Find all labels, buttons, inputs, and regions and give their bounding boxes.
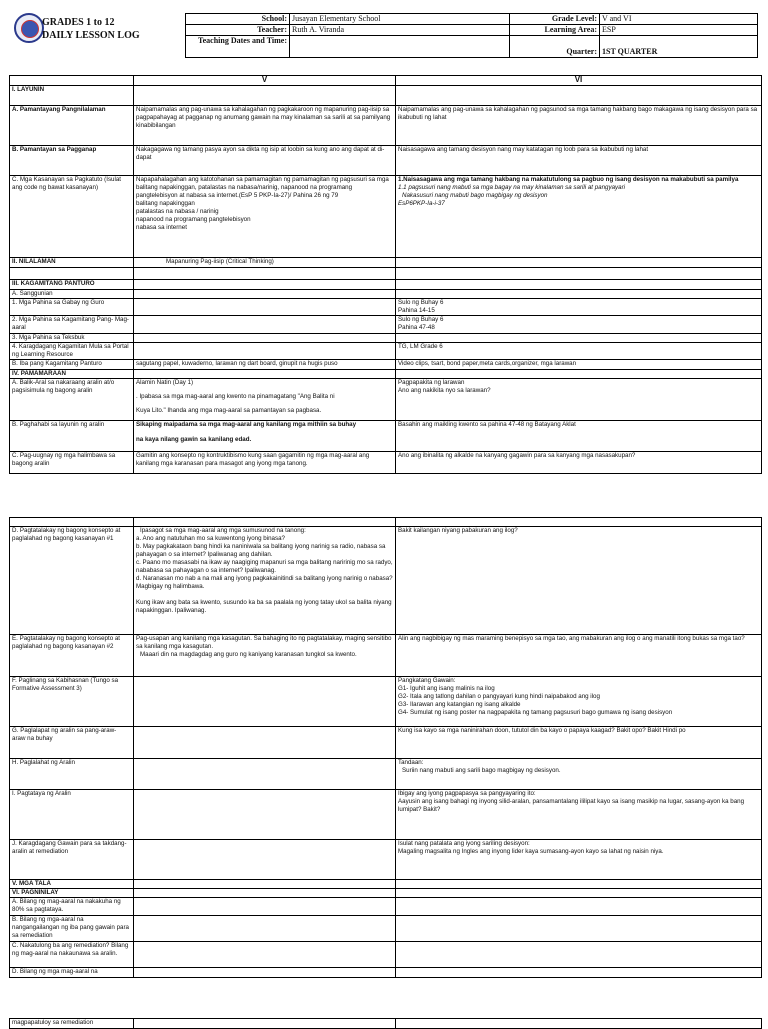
teacher-value: Ruth A. Viranda [290,25,510,36]
row-tala: V. MGA TALA [10,880,134,889]
area-value: ESP [600,25,758,36]
row-rb-label: B. Iba pang Kagamitang Panturo [10,360,134,370]
row-pagninilay: VI. PAGNINILAY [10,889,134,898]
lesson-table-part1 [9,75,762,474]
row-c-v: Napapahalagahan ang katotohanan sa pamamagitan ng pamamagitan ng pagsusuri sa mga balitang napakinggan, patalastas na nabasa/narinig, napanood na programang pangtelebisyon at nabasa sa internet.(EsP 5 PKP-Ia-27)/ Pahina 26 ng 79 balitang napakinggan patalastas na nabasa / narinig napanood na programang pangtelebisyon nabasa sa internet [134,176,396,258]
row-b-vi: Naisasagawa ang tamang desisyon nang may katatagan ng loob para sa ikabubuti ng lahat [396,146,762,176]
row-b-v: Nakagagawa ng tamang pasya ayon sa dikta ng isip at loobin sa kung ano ang dapat at di-dapat [134,146,396,176]
row-r2-label: 2. Mga Pahina sa Kagamitang Pang- Mag-aaral [10,316,134,334]
row-a-label: A. Pamantayang Pangnilalaman [10,106,134,146]
row-c-label: C. Mga Kasanayan sa Pagkatuto (Isulat ang code ng bawat kasanayan) [10,176,134,258]
col-blank [10,76,134,86]
area-label: Learning Area: [510,25,600,36]
row-nd2-label: magpapatuloy sa remediation [10,1019,134,1029]
row-sanggunian: A. Sanggunian [10,290,134,299]
row-rb-v: sagutang papel, kuwaderno, larawan ng dart board, ginupit na hugis puso [134,360,396,370]
row-pa-vi: Pagpapakita ng larawan Ano ang nakikita nyo sa larawan? [396,379,762,421]
quarter-value: 1ST QUARTER [600,36,758,58]
row-pc-vi: Ano ang ibinalita ng alkalde na kanyang gagawin para sa kanyang mga nasasakupan? [396,452,762,474]
grade-value: V and VI [600,14,758,25]
row-pa-label: A. Balik-Aral sa nakaraang aralin at/o pagsisimula ng bagong aralin [10,379,134,421]
row-r3-label: 3. Mga Pahina sa Teksbuk [10,334,134,343]
col-v: V [134,76,396,86]
school-value: Jusayan Elementary School [290,14,510,25]
row-pamamaraan: IV. PAMAMARAAN [10,370,134,379]
header-table [185,13,758,58]
row-nc-label: C. Nakatulong ba ang remediation? Bilang ng mag-aaral na nakaunawa sa aralin. [10,942,134,968]
row-nb-label: B. Bilang ng mga-aaral na nangangailangan ng iba pang gawain para sa remediation [10,916,134,942]
row-pg-label: G. Paglalapat ng aralin sa pang-araw- araw na buhay [10,727,134,759]
row-pi-vi: Ibigay ang iyong pagpapasya sa pangyayaring ito: Aayusin ang isang bahagi ng inyong silid-aralan, pansamantalang ililipat kayo sa isang masikip na lugar, sasang-ayon ka bang lumipat? Bakit? [396,790,762,840]
row-pb-vi: Basahin ang maikling kwento sa pahina 47-48 ng Batayang Aklat [396,421,762,452]
quarter-label: Quarter: [510,36,600,58]
title-daily-lesson-log: DAILY LESSON LOG [42,30,140,41]
row-pe-vi: Alin ang nagbibigay ng mas maraming benepisyo sa mga tao, ang mabakuran ang ilog o ang manatili itong bukas sa mga tao? [396,635,762,677]
row-pf-vi: Pangkatang Gawain: G1- Iguhit ang isang malinis na ilog G2- Itala ang tatlong dahilan o pangyayari kung hindi naipabakod ang ilog G3- Ilarawan ang katangian ng isang alkalde G4- Sumulat ng isang poster na nagpapakita ng tamang pagsusuri bago gumawa ng isang desisyon [396,677,762,727]
row-nd-label: D. Bilang ng mga mag-aaral na [10,968,134,978]
row-kagamitan: III. KAGAMITANG PANTURO [10,280,134,290]
row-pf-label: F. Paglinang sa Kabihasnan (Tungo sa Formative Assessment 3) [10,677,134,727]
dates-value [290,36,510,58]
grade-label: Grade Level: [510,14,600,25]
row-r2-vi: Sulo ng Buhay 6 Pahina 47-48 [396,316,762,334]
row-pi-label: I. Pagtataya ng Aralin [10,790,134,840]
row-c-vi: 1.Naisasagawa ang mga tamang hakbang na makatutulong sa pagbuo ng isang desisyon na makabubuti sa pamilya 1.1 pagsusuri nang mabuti sa mga bagay na may kinalaman sa sarili at pangyayari Nakasusuri nang mabuti bago magbigay ng desisyon EsP6PKP-Ia-i-37 [396,176,762,258]
title-grades: GRADES 1 to 12 [42,17,115,28]
col-vi: VI [396,76,762,86]
row-pe-v: Pag-usapan ang kanilang mga kasagutan. Sa bahaging ito ng pagtatalakay, maging sensitibo sa kanilang mga kasagutan. Maaari din na magdagdag ang guro ng kaniyang karanasan tungkol sa kwento. [134,635,396,677]
row-r4-vi: TG, LM Grade 6 [396,343,762,360]
row-pa-v: Alamin Natin (Day 1) . Ipabasa sa mga mag-aaral ang kwento na pinamagatang "Ang Balita ni Kuya Lito." Ihanda ang mga mag-aaral sa pamantayan sa pagbasa. [134,379,396,421]
row-r1-vi: Sulo ng Buhay 6 Pahina 14-15 [396,299,762,316]
row-pd-v: Ipasagot sa mga mag-aaral ang mga sumusunod na tanong: a. Ano ang natutuhan mo sa kuwentong iyong binasa? b. May pagkakataon bang hindi ka naniniwala sa balitang iyong narinig sa radio, nabasa sa pahayagan o sa internet? Ipaliwanag ang dahilan. c. Paano mo masasabi na ikaw ay naagiging mapanuri sa mga balitang naririnig mo sa radyo, nababasa sa pahayagan o sa internet? Ipaliwanag. d. Naranasan mo nab a na mali ang iyong pagkakainitindi sa balitang iyong narinig o nabasa? Magbigay ng halimbawa. Kung ikaw ang bata sa kwento, susundo ka ba sa paalala ng iyong tatay ukol sa balita niyang napakinggan. Ipaliwanag. [134,527,396,635]
row-r1-label: 1. Mga Pahina sa Gabay ng Guro [10,299,134,316]
deped-seal-icon [14,13,44,43]
row-pc-v: Gamitin ang konsepto ng kontruktibismo kung saan gagamitin ng mga mag-aaral ang kanilang mga karanasan para masagot ang iyong mga tanong. [134,452,396,474]
row-a-vi: Naipamamalas ang pag-unawa sa kahalagahan ng pagsunod sa mga tamang hakbang bago makagawa ng isang desisyon para sa ikabubuti ng lahat [396,106,762,146]
row-pb-v: Sikaping maipadama sa mga mag-aaral ang kanilang mga mithiin sa buhay na kaya nilang gawin sa kanilang edad. [134,421,396,452]
row-b-label: B. Pamantayan sa Pagganap [10,146,134,176]
row-pg-vi: Kung isa kayo sa mga naninirahan doon, tututol din ba kayo o papaya kaagad? Bakit opo? Bakit Hindi po [396,727,762,759]
row-nilalaman-v: Mapanuring Pag-iisip (Critical Thinking) [134,258,396,268]
row-r4-label: 4. Karagdagang Kagamitan Mula sa Portal ng Learning Resource [10,343,134,360]
teacher-label: Teacher: [186,25,290,36]
row-pd-label: D. Pagtatalakay ng bagong konsepto at paglalahad ng bagong kasanayan #1 [10,527,134,635]
row-na-label: A. Bilang ng mag-aaral na nakakuha ng 80% sa pagtataya. [10,898,134,916]
row-layunin: I. LAYUNIN [10,86,134,106]
row-ph-label: H. Paglalahat ng Aralin [10,759,134,790]
row-pj-label: J. Karagdagang Gawain para sa takdang- aralin at remediation [10,840,134,880]
row-nilalaman: II. NILALAMAN [10,258,134,268]
lesson-table-part2 [9,517,762,978]
row-rb-vi: Video clips, tsart, bond paper,meta cards,organizer, mga larawan [396,360,762,370]
row-a-v: Naipamamalas ang pag-unawa sa kahalagahan ng pagkakaroon ng mapanuring pag-iisip sa pagpapahayag at pagganap ng anumang gawain na may kinalaman sa sarili at sa pamilyang kinabibilangan [134,106,396,146]
dates-label: Teaching Dates and Time: [186,36,290,58]
row-pe-label: E. Pagtatalakay ng bagong konsepto at paglalahad ng bagong kasanayan #2 [10,635,134,677]
row-pc-label: C. Pag-uugnay ng mga halimbawa sa bagong aralin [10,452,134,474]
school-label: School: [186,14,290,25]
row-pb-label: B. Paghahabi sa layunin ng aralin [10,421,134,452]
row-ph-vi: Tandaan: Suriin nang mabuti ang sarili bago magbigay ng desisyon. [396,759,762,790]
row-pd-vi: Bakit kailangan niyang pabakuran ang ilog? [396,527,762,635]
row-pj-vi: Isulat nang patalata ang iyong sariling desisyon: Magaling magsalita ng Ingles ang inyong lider kaya sumasang-ayon kayo sa lahat ng naisin niya. [396,840,762,880]
